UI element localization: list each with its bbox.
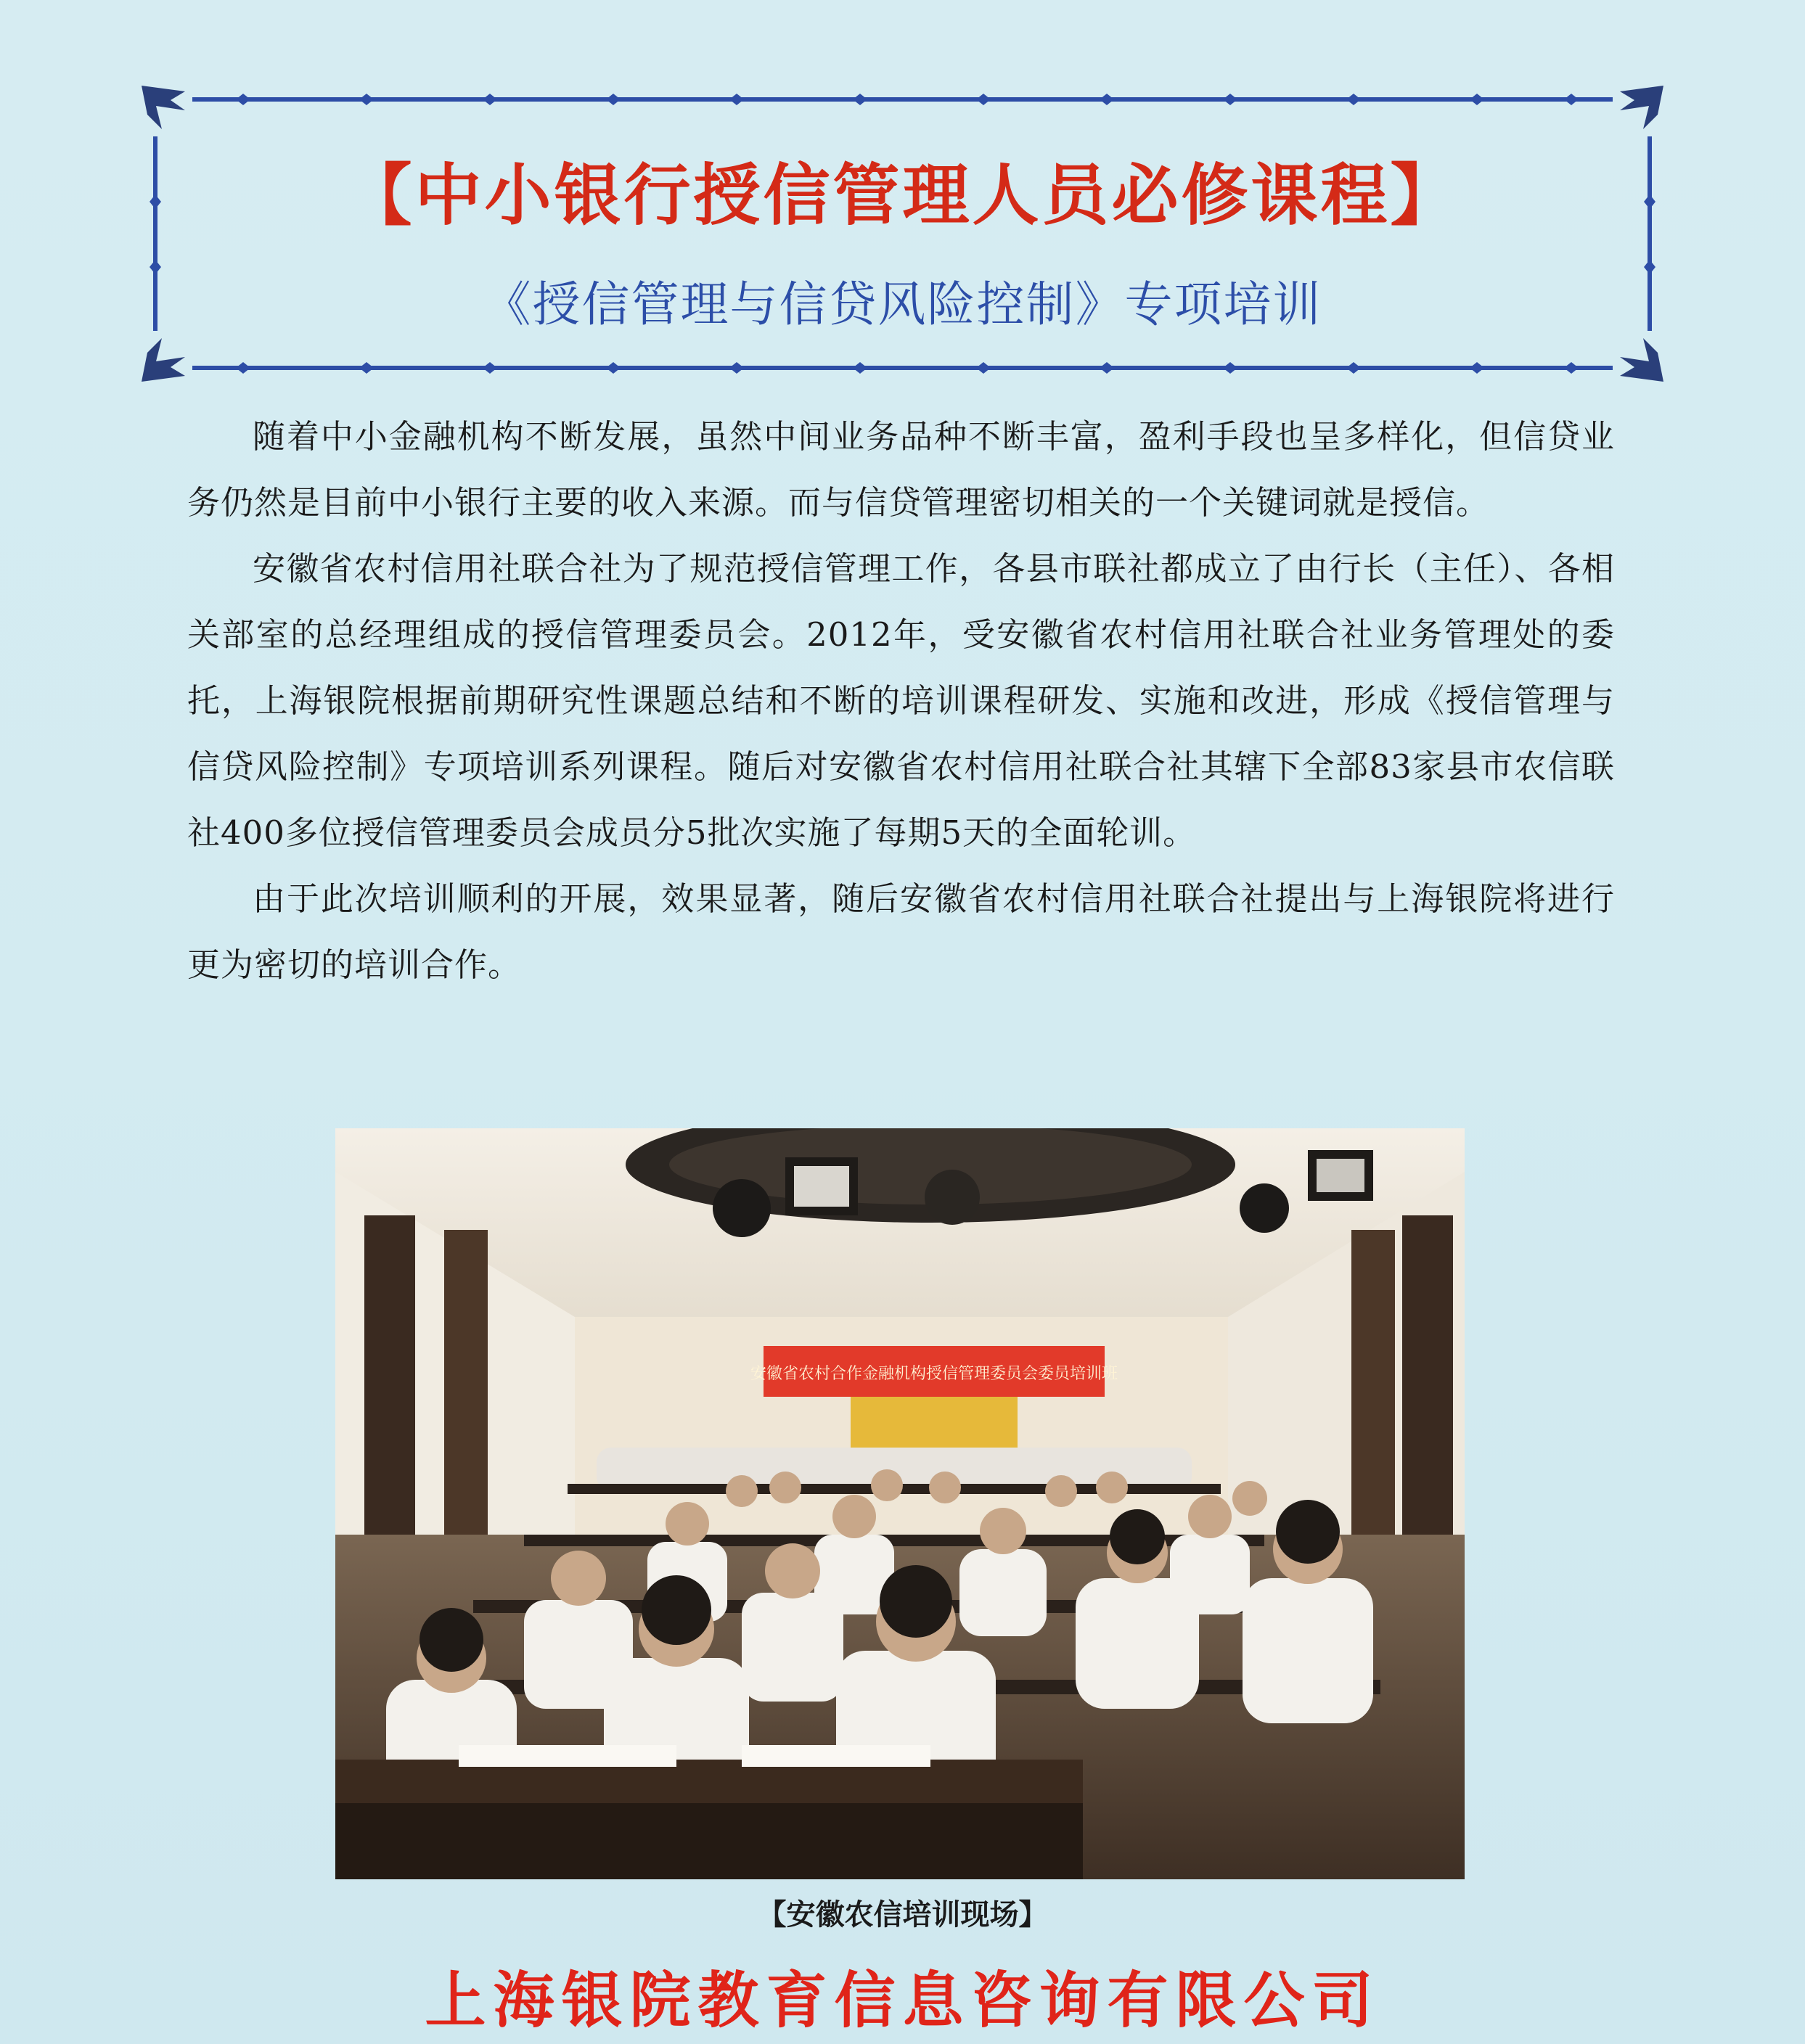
page-subtitle: 《授信管理与信贷风险控制》专项培训	[483, 276, 1322, 332]
paragraph-3: 由于此次培训顺利的开展，效果显著，随后安徽省农村信用社联合社提出与上海银院将进行更为密切的培训合作。	[187, 879, 1615, 984]
paragraph-2: 安徽省农村信用社联合社为了规范授信管理工作，各县市联社都成立了由行长（主任）、各相关部室的总经理组成的授信管理委员会。2012年，受安徽省农村信用社联合社业务管理处的委托，上海银院根据前期研究性课题总结和不断的培训课程研发、实施和改进，形成《授信管理与信贷风险控制》专项培训系列课程。随后对安徽省农村信用社联合社其辖下全部83家县市农信联社400多位授信管理委员会成员分5批次实施了每期5天的全面轮训。	[187, 549, 1615, 852]
photo-caption: 【安徽农信培训现场】	[757, 1897, 1048, 1932]
page-title: 【中小银行授信管理人员必修课程】	[345, 157, 1460, 234]
paragraph-1: 随着中小金融机构不断发展，虽然中间业务品种不断丰富，盈利手段也呈多样化，但信贷业务仍然是目前中小银行主要的收入来源。而与信贷管理密切相关的一个关键词就是授信。	[187, 417, 1615, 522]
company-name: 上海银院教育信息咨询有限公司	[425, 1965, 1380, 2036]
training-photo	[335, 1128, 1465, 1879]
article-body	[187, 403, 1615, 998]
header-frame	[142, 86, 1663, 382]
photo-banner: 安徽省农村合作金融机构授信管理委员会委员培训班	[750, 1365, 1118, 1383]
